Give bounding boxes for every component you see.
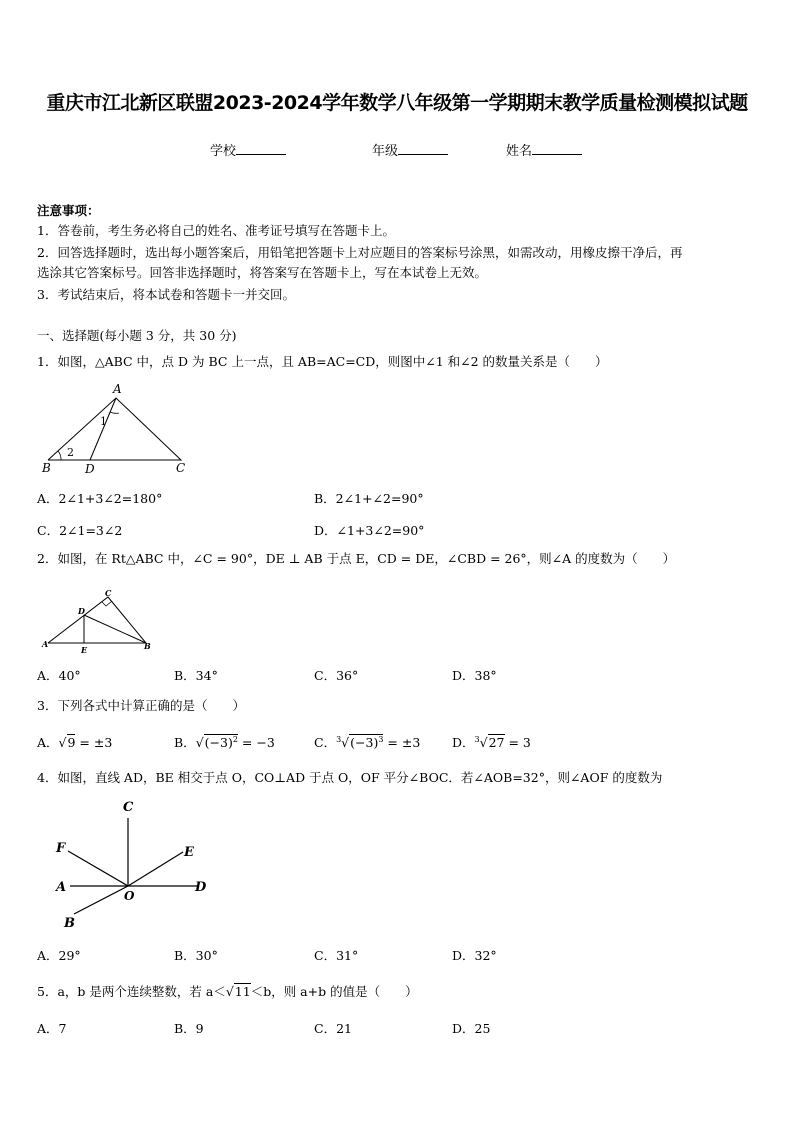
q3-option-c-prefix: C． — [314, 735, 337, 750]
q1-label-c: C — [176, 461, 186, 475]
q2-option-c[interactable]: C．36° — [314, 668, 359, 683]
q3-option-d-radicand: 27 — [488, 735, 505, 750]
q3-option-a-radicand: 9 — [67, 735, 76, 750]
radical-icon: √ — [225, 984, 234, 999]
q3-option-b[interactable] — [174, 733, 275, 751]
section-heading: 一、选择题(每小题 3 分，共 30 分) — [37, 328, 237, 343]
q3-option-d-prefix: D． — [452, 735, 475, 750]
q2-label-c: C — [105, 588, 112, 598]
grade-field — [372, 140, 448, 159]
q2-right-angle-mark — [102, 601, 112, 606]
q5-stem-post: ＜b，则 a+b 的值是（ ） — [250, 984, 418, 999]
q3-option-c-radicand-wrap — [349, 734, 383, 750]
q4-label-b: B — [64, 916, 75, 931]
q1-label-d: D — [85, 462, 95, 476]
name-label: 姓名 — [506, 144, 533, 159]
school-field — [210, 140, 286, 159]
q3-option-c[interactable] — [314, 733, 420, 751]
q2-option-b[interactable]: B．34° — [174, 668, 218, 683]
q2-label-d: D — [78, 606, 85, 616]
q2-stem: 2．如图，在 Rt△ABC 中，∠C = 90°，DE ⊥ AB 于点 E，CD = DE，∠CBD = 26°，则∠A 的度数为（ ） — [37, 551, 676, 566]
notes-heading: 注意事项： — [37, 203, 100, 218]
q1-option-a[interactable]: A．2∠1+3∠2=180° — [37, 491, 163, 506]
q4-label-c: C — [123, 800, 134, 815]
q3-option-c-radicand: (−3) — [350, 735, 379, 750]
q1-angle1-arc — [110, 412, 119, 413]
q4-figure — [48, 796, 218, 934]
grade-label: 年级 — [372, 144, 399, 159]
q1-label-1: 1 — [100, 415, 107, 428]
q4-option-c[interactable]: C．31° — [314, 948, 359, 963]
q3-option-c-index: 3 — [336, 734, 342, 744]
q2-option-d[interactable]: D．38° — [452, 668, 497, 683]
q1-angle2-arc — [58, 451, 61, 460]
note-item: 3．考试结束后，将本试卷和答题卡一并交回。 — [37, 287, 295, 302]
q3-option-c-result: = ±3 — [383, 735, 421, 750]
q4-ray-of — [68, 851, 128, 886]
q3-option-d-result: = 3 — [504, 735, 531, 750]
radical-icon: √ — [341, 735, 350, 750]
q1-stem: 1．如图，△ABC 中，点 D 为 BC 上一点，且 AB=AC=CD，则图中∠1 和∠2 的数量关系是（ ） — [37, 354, 608, 369]
page-title: 重庆市江北新区联盟2023-2024学年数学八年级第一学期期末教学质量检测模拟试题 — [46, 92, 748, 114]
q3-option-b-radicand-wrap — [204, 734, 238, 750]
q1-label-b: B — [42, 461, 51, 475]
school-label: 学校 — [210, 144, 237, 159]
q1-option-b[interactable]: B．2∠1+∠2=90° — [314, 491, 424, 506]
q5-stem — [37, 982, 418, 1002]
q1-option-d[interactable]: D．∠1+3∠2=90° — [314, 523, 425, 538]
q2-segment-bd — [84, 615, 146, 643]
q3-option-d[interactable] — [452, 733, 531, 751]
q3-option-b-exponent: 2 — [232, 734, 238, 744]
q4-option-a[interactable]: A．29° — [37, 948, 81, 963]
name-blank[interactable] — [532, 142, 582, 155]
q4-label-o: O — [124, 889, 135, 903]
q4-ray-oe — [128, 852, 183, 886]
q3-option-b-radicand: (−3) — [204, 735, 233, 750]
grade-blank[interactable] — [398, 142, 448, 155]
note-item: 2．回答选择题时，选出每小题答案后，用铅笔把答题卡上对应题目的答案标号涂黑，如需改动，用橡皮擦干净后，再 — [37, 245, 683, 260]
radical-icon: √ — [58, 735, 67, 750]
q1-option-c[interactable]: C．2∠1=3∠2 — [37, 523, 123, 538]
q4-label-e: E — [184, 845, 194, 860]
q5-option-b[interactable]: B．9 — [174, 1021, 204, 1036]
q1-figure — [38, 382, 198, 477]
q1-label-a: A — [113, 382, 122, 396]
q4-ray-ob — [74, 886, 128, 914]
q4-option-d[interactable]: D．32° — [452, 948, 497, 963]
radical-icon: √ — [195, 735, 204, 750]
q4-label-d: D — [195, 880, 207, 895]
q4-label-a: A — [56, 880, 67, 895]
q2-label-e: E — [81, 645, 88, 655]
q3-option-b-result: = −3 — [237, 735, 275, 750]
q1-segment-ad — [90, 398, 116, 460]
q4-stem: 4．如图，直线 AD，BE 相交于点 O，CO⊥AD 于点 O，OF 平分∠BOC．若∠AOB=32°，则∠AOF 的度数为 — [37, 770, 663, 785]
name-field — [506, 140, 582, 159]
q2-option-a[interactable]: A．40° — [37, 668, 81, 683]
q3-option-a-result: = ±3 — [75, 735, 113, 750]
school-blank[interactable] — [236, 142, 286, 155]
q2-label-b: B — [144, 641, 151, 651]
q5-stem-pre: 5．a，b 是两个连续整数，若 a＜ — [37, 984, 226, 999]
q3-option-a-prefix: A． — [37, 735, 59, 750]
q5-option-a[interactable]: A．7 — [37, 1021, 67, 1036]
q2-figure — [38, 585, 158, 657]
q3-option-b-prefix: B． — [174, 735, 196, 750]
q1-label-2: 2 — [67, 446, 74, 459]
q2-label-a: A — [42, 639, 49, 649]
q3-stem: 3．下列各式中计算正确的是（ ） — [37, 698, 245, 713]
q4-label-f: F — [56, 841, 66, 856]
q3-option-c-exponent: 3 — [378, 734, 384, 744]
q5-option-d[interactable]: D．25 — [452, 1021, 491, 1036]
note-item: 选涂其它答案标号。回答非选择题时，将答案写在答题卡上，写在本试卷上无效。 — [37, 265, 488, 280]
q5-stem-radicand: 11 — [234, 984, 251, 999]
q3-option-a[interactable] — [37, 733, 112, 751]
q4-option-b[interactable]: B．30° — [174, 948, 218, 963]
q5-option-c[interactable]: C．21 — [314, 1021, 352, 1036]
note-item: 1．答卷前，考生务必将自己的姓名、准考证号填写在答题卡上。 — [37, 223, 395, 238]
radical-icon: √ — [479, 735, 488, 750]
q3-option-d-index: 3 — [474, 734, 480, 744]
